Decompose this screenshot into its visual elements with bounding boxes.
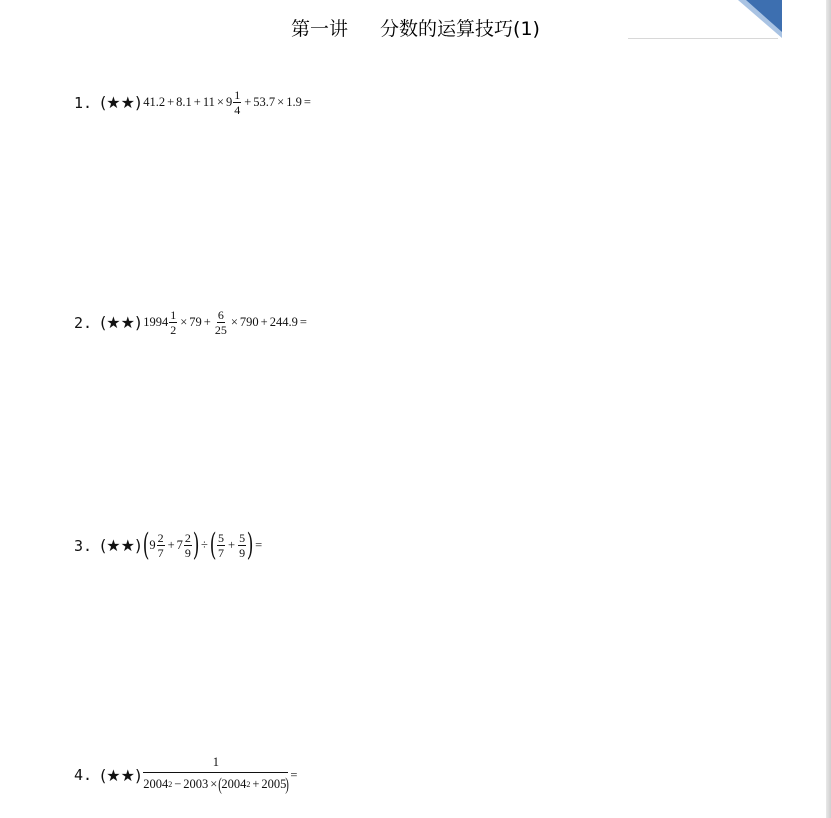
equals-sign: = (299, 315, 307, 329)
problem-number: 2. (74, 313, 93, 332)
expression (143, 308, 309, 337)
page-title (0, 14, 831, 41)
difficulty-stars: (★★) (100, 536, 142, 555)
fraction (143, 755, 288, 795)
operator: × (216, 95, 224, 109)
numerator: 5 (239, 531, 246, 545)
fraction (214, 308, 228, 337)
term: 8.1 (176, 95, 192, 109)
operator: − (174, 777, 182, 791)
term: 1994 (143, 315, 169, 329)
difficulty-stars: (★★) (100, 93, 142, 112)
equals-sign: = (303, 95, 311, 109)
exponent: 2 (246, 780, 251, 789)
operator: + (244, 95, 252, 109)
numerator: 2 (157, 531, 164, 545)
term: 2004 (221, 777, 247, 791)
term: 790 (239, 315, 259, 329)
difficulty-stars: (★★) (100, 765, 142, 785)
fraction (157, 531, 165, 560)
term: 1.9 (286, 95, 302, 109)
term: 7 (176, 538, 183, 552)
numerator: 5 (218, 531, 224, 545)
denominator: 4 (234, 103, 241, 117)
exponent: 2 (168, 780, 173, 789)
page-edge (826, 0, 831, 818)
term: 11 (202, 95, 215, 109)
term: 41.2 (143, 95, 166, 109)
term: 9 (149, 538, 156, 552)
right-paren: ) (285, 774, 290, 794)
operator: + (167, 538, 175, 552)
operator: + (167, 95, 175, 109)
denominator: 9 (239, 546, 246, 560)
equals-sign: = (255, 538, 263, 552)
operator: + (252, 777, 260, 791)
numerator: 1 (234, 88, 241, 102)
operator: + (193, 95, 201, 109)
operator: + (203, 315, 211, 329)
fraction (233, 88, 241, 117)
denominator: 2 (170, 323, 177, 337)
fraction (184, 531, 192, 560)
left-paren: ( (209, 527, 217, 563)
operator: × (180, 315, 188, 329)
denominator: 25 (214, 323, 227, 337)
fraction (238, 531, 246, 560)
expression (142, 527, 264, 563)
numerator: 2 (184, 531, 191, 545)
expression (143, 755, 299, 795)
difficulty-stars: (★★) (100, 313, 142, 332)
operator: × (277, 95, 285, 109)
problem-1 (74, 88, 313, 117)
equals-sign: = (290, 767, 298, 782)
problem-number: 3. (74, 536, 93, 555)
problem-3 (74, 527, 264, 563)
fraction (169, 308, 177, 337)
lecture-topic: 分数的运算技巧(1) (380, 18, 540, 40)
term: 2005 (261, 777, 287, 791)
expression (143, 88, 313, 117)
problem-number: 1. (74, 93, 93, 112)
lecture-number: 第一讲 (291, 18, 349, 40)
denominator: 7 (157, 546, 164, 560)
term: 9 (225, 95, 233, 109)
left-paren: ( (142, 527, 150, 563)
problem-number: 4. (74, 766, 93, 784)
term: 2003 (183, 777, 209, 791)
operator: + (260, 315, 268, 329)
right-paren: ) (192, 527, 200, 563)
term: 244.9 (269, 315, 298, 329)
operator: × (210, 777, 218, 791)
fraction (217, 531, 225, 560)
left-paren: ( (218, 774, 223, 794)
problem-2 (74, 308, 309, 337)
numerator: 6 (217, 308, 224, 322)
denominator: 7 (218, 546, 224, 560)
term: 79 (189, 315, 202, 329)
operator: + (228, 538, 236, 552)
term: 53.7 (253, 95, 276, 109)
operator: × (230, 315, 238, 329)
denominator (143, 773, 288, 795)
problem-4 (74, 755, 299, 795)
denominator: 9 (184, 546, 191, 560)
right-paren: ) (246, 527, 254, 563)
operator: ÷ (201, 538, 208, 552)
term: 2004 (143, 777, 169, 791)
numerator: 1 (170, 308, 177, 322)
numerator: 1 (143, 755, 288, 773)
